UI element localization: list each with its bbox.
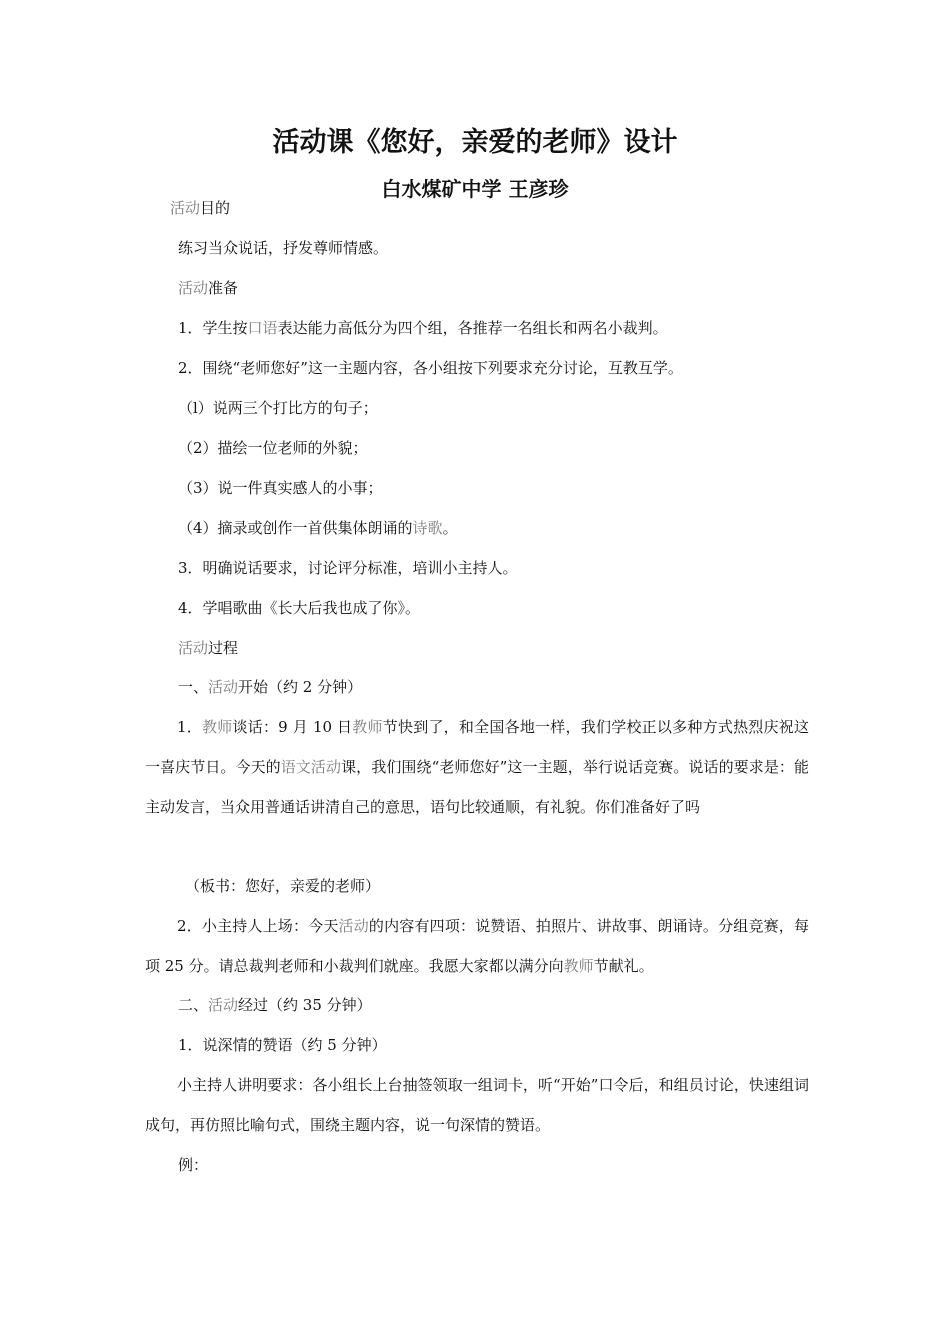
hyperlink[interactable]: 教师 (352, 718, 383, 736)
hyperlink[interactable]: 口语 (247, 319, 278, 337)
document-title: 活动课《您好，亲爱的老师》设计 (272, 127, 678, 158)
hyperlink[interactable]: 诗歌 (412, 519, 443, 537)
purpose-heading: 活动目的 (170, 199, 231, 217)
hyperlink[interactable]: 教师 (563, 957, 594, 975)
hyperlink[interactable]: 活动 (178, 279, 209, 297)
process-step-1: 1．说深情的赞语（约 5 分钟） (178, 1036, 387, 1054)
process-heading: 活动过程 (178, 639, 239, 657)
prep-item-2: 2．围绕“老师您好”这一主题内容，各小组按下列要求充分讨论，互教互学。 (178, 359, 683, 377)
prep-sub-1: （l）说两三个打比方的句子； (178, 399, 378, 417)
process-paragraph-2: 2．小主持人上场：今天活动的内容有四项：说赞语、拍照片、讲故事、朗诵诗。分组竞赛，每项 25 分。请总裁判老师和小裁判们就座。我愿大家都以满分向教师节献礼。 (145, 917, 809, 975)
hyperlink[interactable]: 活动 (208, 678, 239, 696)
prep-item-3: 3．明确说话要求，讨论评分标准，培训小主持人。 (178, 559, 518, 577)
process-part-1: 一、活动开始（约 2 分钟） (178, 678, 363, 696)
process-paragraph-1: 1．教师谈话：9 月 10 日教师节快到了，和全国各地一样，我们学校正以多种方式热烈庆祝这一喜庆节日。今天的语文活动课，我们围绕“老师您好”这一主题，举行说话竞赛。说话的要求是：能主动发言，当众用普通话讲清自己的意思，语句比较通顺，有礼貌。你们准备好了吗 (145, 718, 809, 816)
hyperlink[interactable]: 教师 (202, 718, 233, 736)
prep-item-4: 4．学唱歌曲《长大后我也成了你》。 (178, 599, 421, 617)
prep-sub-2: （2）描绘一位老师的外貌； (178, 439, 368, 457)
hyperlink[interactable]: 活动 (338, 917, 369, 935)
prep-heading: 活动准备 (178, 279, 239, 297)
hyperlink[interactable]: 活动 (178, 639, 209, 657)
document-subtitle: 白水煤矿中学 王彦珍 (381, 177, 569, 201)
example-label: 例： (178, 1156, 209, 1174)
hyperlink[interactable]: 语文活动 (280, 758, 342, 776)
prep-sub-4: （4）摘录或创作一首供集体朗诵的诗歌。 (178, 519, 458, 537)
prep-sub-3: （3）说一件真实感人的小事； (178, 479, 383, 497)
hyperlink[interactable]: 活动 (170, 199, 201, 217)
purpose-text: 练习当众说话，抒发尊师情感。 (178, 239, 389, 257)
prep-item-1: 1．学生按口语表达能力高低分为四个组，各推荐一名组长和两名小裁判。 (178, 319, 668, 337)
board-note: （板书：您好，亲爱的老师） (185, 877, 381, 895)
host-requirements: 小主持人讲明要求：各小组长上台抽签领取一组词卡，听“开始”口令后，和组员讨论，快速组词成句，再仿照比喻句式，围绕主题内容，说一句深情的赞语。 (145, 1076, 809, 1134)
hyperlink[interactable]: 活动 (208, 996, 239, 1014)
process-part-2: 二、活动经过（约 35 分钟） (178, 996, 372, 1014)
